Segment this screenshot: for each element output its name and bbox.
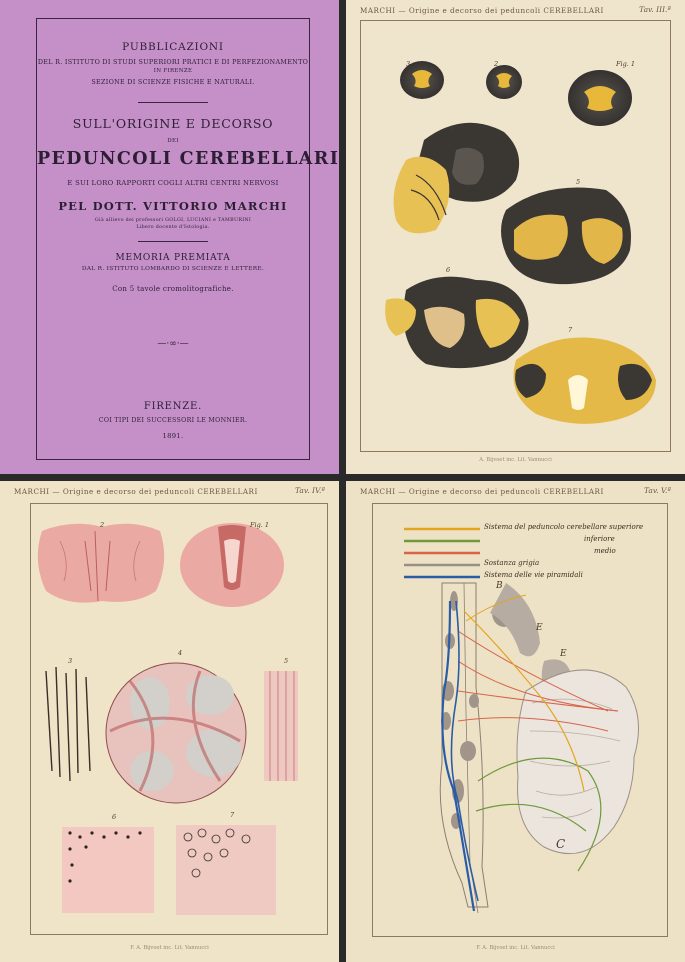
memoria-line: MEMORIA PREMIATA [115, 253, 231, 263]
main-title: PEDUNCOLI CEREBELLARI [37, 149, 339, 169]
histology-illustration [0, 481, 339, 962]
plate-three [346, 0, 685, 474]
label-e-lower: E [560, 649, 567, 659]
figure-label: 5 [576, 178, 581, 186]
figure-label: Fig. 1 [616, 60, 636, 68]
plate-four [0, 481, 339, 962]
award-line: DAL R. ISTITUTO LOMBARDO DI SCIENZE E LETTERE. [81, 266, 265, 272]
plate-header-title: MARCHI — Origine e decorso dei peduncoli CEREBELLARI [14, 487, 258, 496]
plate-header-title: MARCHI — Origine e decorso dei peduncoli CEREBELLARI [360, 6, 604, 15]
figure-label: 7 [230, 811, 235, 819]
plate-number: Tav. V.ª [643, 486, 671, 495]
institute-line: DEL R. ISTITUTO DI STUDI SUPERIORI PRATICI E DI PERFEZIONAMENTO [37, 58, 309, 66]
legend-piramidali: Sistema delle vie piramidali [484, 571, 583, 579]
plate-footer: A. Bijvoet inc. Lit. Vannucci [479, 457, 552, 463]
ornament: —·∞·— [157, 339, 189, 349]
author-note-2: Libero docente d'Istologia. [136, 225, 210, 230]
plate-five [346, 481, 685, 962]
plate-footer: F. A. Bijvoet inc. Lit. Vannucci [476, 945, 555, 951]
legend-grigia: Sostanza grigia [484, 559, 540, 567]
figure-label: 2 [100, 521, 105, 529]
figure-label: 7 [568, 326, 573, 334]
section-line: SEZIONE DI SCIENZE FISICHE E NATURALI. [91, 78, 255, 86]
subtitle: E SUI LORO RAPPORTI COGLI ALTRI CENTRI NERVOSI [67, 179, 279, 187]
figure-label: 5 [284, 657, 289, 665]
publisher-heading: PUBBLICAZIONI [122, 41, 224, 53]
brainstem-sections-illustration [346, 0, 685, 474]
printer-line: COI TIPI DEI SUCCESSORI LE MONNIER. [98, 417, 248, 424]
author-line: PEL DOTT. VITTORIO MARCHI [58, 199, 288, 213]
figure-label: 3 [68, 657, 73, 665]
figure-label: 3 [406, 60, 411, 68]
plate-number: Tav. III.ª [639, 5, 671, 14]
plate-number: Tav. IV.ª [294, 486, 325, 495]
figure-label: 2 [494, 60, 499, 68]
plates-line: Con 5 tavole cromolitografiche. [112, 285, 234, 293]
plate-header-title: MARCHI — Origine e decorso dei peduncoli CEREBELLARI [360, 487, 604, 496]
pathway-diagram [346, 481, 685, 962]
cover-page [0, 0, 339, 474]
cover-border [36, 18, 339, 460]
figure-label: 4 [450, 126, 455, 134]
author-note-1: Già allievo dei professori GOLGI, LUCIANI e TAMBURINI [94, 218, 252, 223]
divider [138, 102, 208, 103]
city-imprint: FIRENZE. [143, 401, 203, 412]
plate-footer: F. A. Bijvoet inc. Lit. Vannucci [130, 945, 209, 951]
figure-label: 4 [178, 649, 183, 657]
legend-inferior: inferiore [584, 535, 615, 543]
label-c: C [556, 837, 566, 851]
city-line: IN FIRENZE [153, 68, 193, 74]
label-b: B [496, 581, 503, 591]
divider [138, 241, 208, 242]
title-line-2: DEI [167, 138, 179, 144]
figure-label: 6 [446, 266, 451, 274]
label-e-upper: E [536, 623, 543, 633]
legend-medio: medio [594, 547, 616, 555]
figure-label: 6 [112, 813, 117, 821]
title-line-1: SULL'ORIGINE E DECORSO [72, 116, 274, 131]
legend-superior: Sistema del peduncolo cerebellare superiore [484, 523, 644, 531]
figure-label: Fig. 1 [250, 521, 270, 529]
year-line: 1891. [162, 432, 184, 440]
